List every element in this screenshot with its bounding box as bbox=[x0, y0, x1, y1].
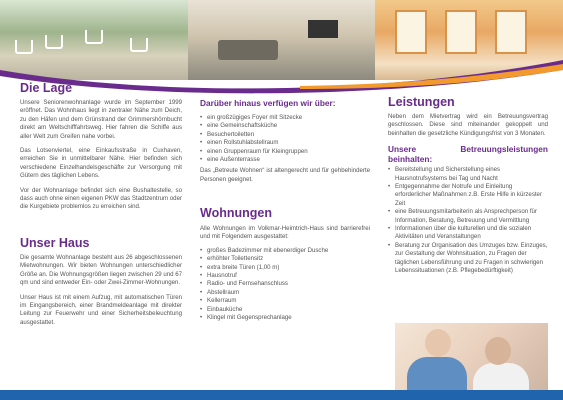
person-head-shape bbox=[485, 337, 511, 365]
list-item: • Klingel mit Gegensprechanlage bbox=[200, 314, 370, 322]
haus-paragraph-2: Unser Haus ist mit einem Aufzug, mit automatischen Türen im Eingangsbereich, einer Brandmeldeanlage mit direkter Leitung zur Feuerwehr und einer Sicherheitsbeleuchtung ausgestattet. bbox=[20, 293, 182, 326]
haus-paragraph-1: Die gesamte Wohnanlage besteht aus 26 abgeschlossenen Mietwohnungen. Wir bieten Wohnungen unterschiedlicher Größe an. Die Wohnungsgrößen liegen zwischen 29 und 67 qm und sind entweder Ein- oder Zwei-Zimmer-Wohnungen. bbox=[20, 254, 182, 287]
list-item: • Kellerraum bbox=[200, 297, 370, 305]
footer-bar bbox=[0, 390, 563, 400]
list-item: • Informationen über die kulturellen und die sozialen Aktivitäten und Veranstaltungen bbox=[388, 225, 548, 242]
list-item: • eine Gemeinschaftsküche bbox=[200, 122, 370, 130]
list-item: • einen Rollstuhlabstellraum bbox=[200, 139, 370, 147]
verfuegen-section bbox=[200, 114, 370, 184]
betreuung-heading: Unsere Betreuungsleistungen beinhalten: bbox=[388, 144, 548, 165]
list-item: • extra breite Türen (1,00 m) bbox=[200, 264, 370, 272]
leistungen-section bbox=[388, 113, 548, 276]
list-item: • großes Badezimmer mit ebenerdiger Dusche bbox=[200, 247, 370, 255]
caregiver-photo bbox=[395, 323, 548, 393]
wohnungen-section bbox=[200, 225, 370, 322]
window-shape bbox=[495, 10, 527, 54]
betreuung-list bbox=[388, 166, 548, 275]
chair-shape bbox=[45, 35, 63, 49]
lage-paragraph-3: Vor der Wohnanlage befindet sich eine Bushaltestelle, so dass auch ohne einen eigenen PKW das Stadtzentrum oder die Kurgebiete problemlos zu erreichen sind. bbox=[20, 186, 182, 211]
lage-section bbox=[20, 99, 182, 212]
haus-heading: Unser Haus bbox=[20, 236, 90, 250]
chair-shape bbox=[15, 40, 33, 54]
leistungen-paragraph: Neben dem Mietvertrag wird ein Betreuungsvertrag geschlossen. Diese sind miteinander gekoppelt und beinhalten die gesetzliche Kündigungsfrist von 3 Monaten. bbox=[388, 113, 548, 137]
list-item: • erhöhter Toilettensitz bbox=[200, 255, 370, 263]
list-item: • Abstellraum bbox=[200, 289, 370, 297]
decorative-wave bbox=[0, 56, 563, 96]
person-shape bbox=[473, 363, 529, 393]
tv-shape bbox=[308, 20, 338, 38]
verfuegen-heading: Darüber hinaus verfügen wir über: bbox=[200, 98, 336, 108]
chair-shape bbox=[85, 30, 103, 44]
chair-shape bbox=[130, 38, 148, 52]
list-item: • Einbauküche bbox=[200, 306, 370, 314]
leistungen-heading: Leistungen bbox=[388, 95, 455, 109]
list-item: • ein großzügiges Foyer mit Sitzecke bbox=[200, 114, 370, 122]
wohnungen-list bbox=[200, 247, 370, 323]
list-item: • eine Außenterrasse bbox=[200, 156, 370, 164]
list-item: • Besuchertoiletten bbox=[200, 131, 370, 139]
list-item: • einen Gruppenraum für Kleingruppen bbox=[200, 148, 370, 156]
wohnungen-heading: Wohnungen bbox=[200, 206, 272, 220]
list-item: • Bereitstellung und Sicherstellung eines Hausnotrufsystems bei Tag und Nacht bbox=[388, 166, 548, 183]
lage-heading: Die Lage bbox=[20, 81, 73, 95]
list-item: • Beratung zur Organisation des Umzuges bzw. Einzuges, zur Gestaltung der Wohnsituation, zu Fragen der täglichen Lebensführung und zu Fragen in schwierigen Lebenssituationen (z.B. Pflegebedürftigkeit) bbox=[388, 242, 548, 276]
window-shape bbox=[445, 10, 477, 54]
list-item: • Entgegennahme der Notrufe und Einleitung erforderlicher Maßnahmen z.B. Erste Hilfe in kürzester Zeit bbox=[388, 183, 548, 208]
person-head-shape bbox=[425, 329, 451, 357]
person-shape bbox=[407, 357, 467, 393]
list-item: • eine Betreuungsmitarbeiterin als Ansprechperson für Information, Beratung, Betreuung und Vermittlung bbox=[388, 208, 548, 225]
window-shape bbox=[395, 10, 427, 54]
list-item: • Hausnotruf bbox=[200, 272, 370, 280]
verfuegen-note: Das „Betreute Wohnen“ ist altengerecht und für gehbehinderte Personen geeignet. bbox=[200, 167, 370, 183]
list-item: • Radio- und Fernsehanschluss bbox=[200, 280, 370, 288]
lage-paragraph-2: Das Lotsenviertel, eine Einkaufsstraße in Cuxhaven, erreichen Sie in unmittelbarer Nähe. Hier befinden sich verschiedene Einzelhandelsgeschäfte zur Versorgung mit Gütern des täglichen Lebens. bbox=[20, 147, 182, 180]
verfuegen-list bbox=[200, 114, 370, 164]
wohnungen-intro: Alle Wohnungen im Volkmar-Heimtrich-Haus sind barrierefrei und mit Folgendem ausgestattet: bbox=[200, 225, 370, 241]
lage-paragraph-1: Unsere Seniorenwohnanlage wurde im September 1999 eröffnet. Das Wohnhaus liegt in zentraler Nähe zum Deich, zu den Häfen und dem Grünstrand der Grimmershörnbucht direkt am Weltschifffahrtsweg. Hier fahren die Schiffe aus aller Welt zum Greifen nahe vorbei. bbox=[20, 99, 182, 140]
haus-section bbox=[20, 254, 182, 327]
